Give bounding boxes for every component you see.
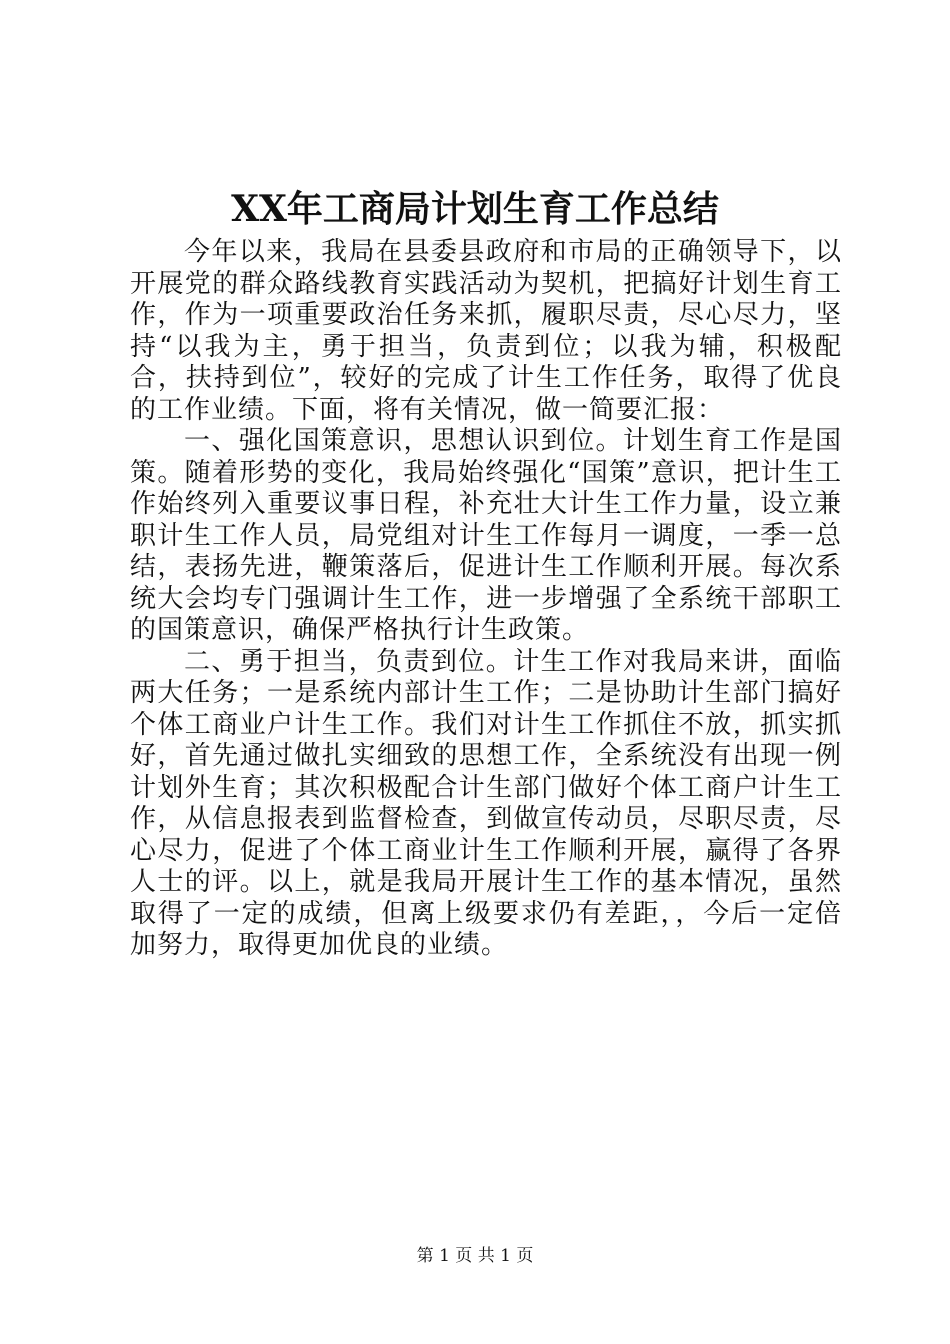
document-title: XX年工商局计划生育工作总结 [231,188,719,230]
page-footer: 第 1 页 共 1 页 [416,1246,534,1266]
paragraph-section-1: 一、强化国策意识，思想认识到位。计划生育工作是国策。随着形势的变化，我局始终强化“国策”意识，把计生工作始终列入重要议事日程，补充壮大计生工作力量，设立兼职计生工作人员，局党组对计生工作每月一调度，一季一总结，表扬先进，鞭策落后，促进计生工作顺利开展。每次系统大会均专门强调计生工作，进一步增强了全系统干部职工的国策意识，确保严格执行计生政策。 [130,426,842,645]
paragraph-section-2: 二、勇于担当，负责到位。计生工作对我局来讲，面临两大任务；一是系统内部计生工作；二是协助计生部门搞好个体工商业户计生工作。我们对计生工作抓住不放，抓实抓好，首先通过做扎实细致的思想工作，全系统没有出现一例计划外生育；其次积极配合计生部门做好个体工商户计生工作，从信息报表到监督检查，到做宣传动员，尽职尽责，尽心尽力，促进了个体工商业计生工作顺利开展，赢得了各界人士的评。以上，就是我局开展计生工作的基本情况，虽然取得了一定的成绩，但离上级要求仍有差距，，今后一定倍加努力，取得更加优良的业绩。 [130,646,842,960]
document-body [130,237,842,962]
paragraph-intro: 今年以来，我局在县委县政府和市局的正确领导下，以开展党的群众路线教育实践活动为契机，把搞好计划生育工作，作为一项重要政治任务来抓，履职尽责，尽心尽力，坚持“以我为主，勇于担当，负责到位；以我为辅，积极配合，扶持到位”，较好的完成了计生工作任务，取得了优良的工作业绩。下面，将有关情况，做一简要汇报： [130,237,842,425]
